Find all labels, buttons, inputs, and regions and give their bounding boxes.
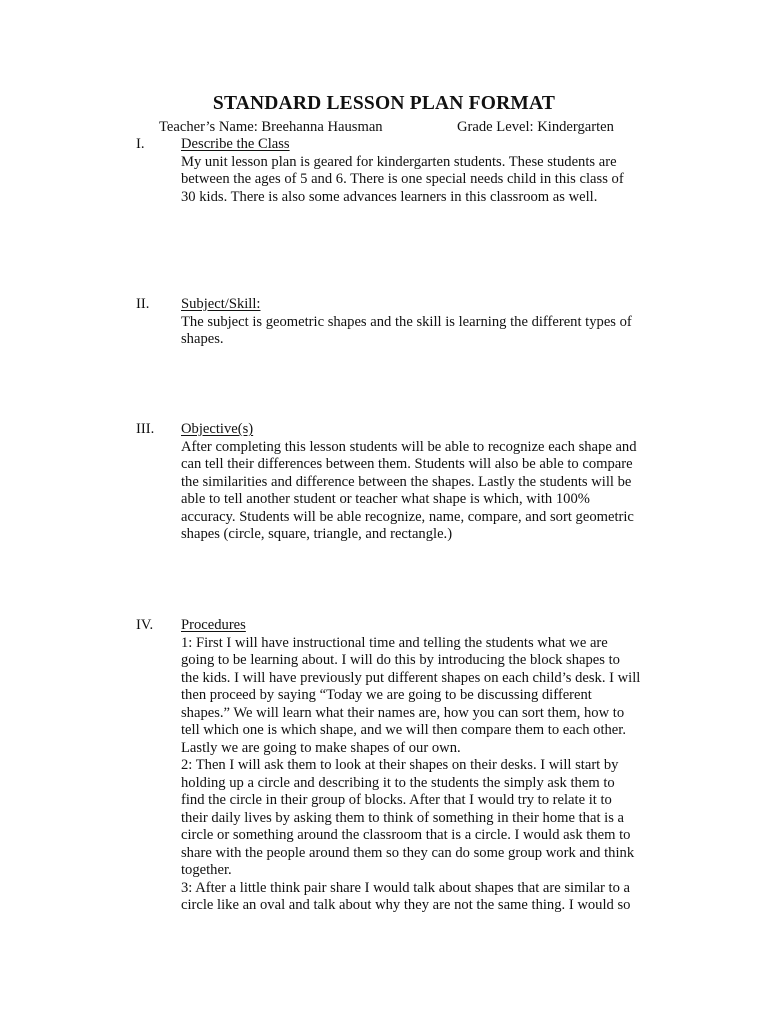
paragraph-line: holding up a circle and describing it to the students the simply ask them to [181,774,615,791]
teacher-name: Teacher’s Name: Breehanna Hausman [159,119,383,135]
paragraph-line: the kids. I will have previously put different shapes on each child’s desk. I will [181,669,641,686]
paragraph-line: My unit lesson plan is geared for kindergarten students. These students are [181,153,617,170]
paragraph-line: can tell their differences between them. Students will also be able to compare [181,456,633,472]
paragraph-line: the similarities and difference between the shapes. Lastly the students will be [181,473,632,490]
paragraph-line: 3: After a little think pair share I would talk about shapes that are similar to a [181,879,631,896]
section-numeral: II. [136,296,150,312]
paragraph-line: accuracy. Students will be able recognize, name, compare, and sort geometric [181,508,634,525]
document-title: STANDARD LESSON PLAN FORMAT [212,93,556,114]
paragraph-line: share with the people around them so they can do some group work and think [181,844,635,861]
paragraph-line: circle like an oval and talk about why they are not the same thing. I would so [181,897,631,913]
section-numeral: III. [136,421,155,437]
section-heading: Describe the Class [181,136,290,152]
grade-level: Grade Level: Kindergarten [457,119,614,135]
paragraph-line: After completing this lesson students will be able to recognize each shape and [181,438,637,455]
paragraph-line: going to be learning about. I will do this by introducing the block shapes to [181,652,620,668]
paragraph-line: circle or something around the classroom that is a circle. I would ask them to [181,827,631,843]
paragraph-line: 30 kids. There is also some advances learners in this classroom as well. [181,188,598,205]
paragraph-line: then proceed by saying “Today we are going to be discussing different [181,687,592,703]
paragraph-line: Lastly we are going to make shapes of our own. [181,739,461,756]
section-numeral: I. [136,136,145,152]
paragraph-line: shapes.” We will learn what their names are, how you can sort them, how to [181,704,625,721]
paragraph-line: 2: Then I will ask them to look at their shapes on their desks. I will start by [181,757,619,773]
paragraph-line: shapes (circle, square, triangle, and rectangle.) [181,526,453,542]
paragraph-line: together. [181,862,232,878]
paragraph-line: their daily lives by asking them to think of something in their home that is a [181,809,625,826]
paragraph-line: shapes. [181,331,224,347]
section-numeral: IV. [136,617,154,633]
paragraph-line: 1: First I will have instructional time and telling the students what we are [181,634,608,651]
section-heading: Procedures [181,617,246,633]
section-heading: Objective(s) [181,421,254,437]
paragraph-line: tell which one is which shape, and we will then compare them to each other. [181,722,626,738]
paragraph-line: able to tell another student or teacher what shape is which, with 100% [181,491,590,507]
paragraph-line: between the ages of 5 and 6. There is one special needs child in this class of [181,171,624,187]
section-heading: Subject/Skill: [181,296,261,312]
paragraph-line: The subject is geometric shapes and the skill is learning the different types of [181,313,632,330]
paragraph-line: find the circle in their group of blocks. After that I would try to relate it to [181,792,612,808]
